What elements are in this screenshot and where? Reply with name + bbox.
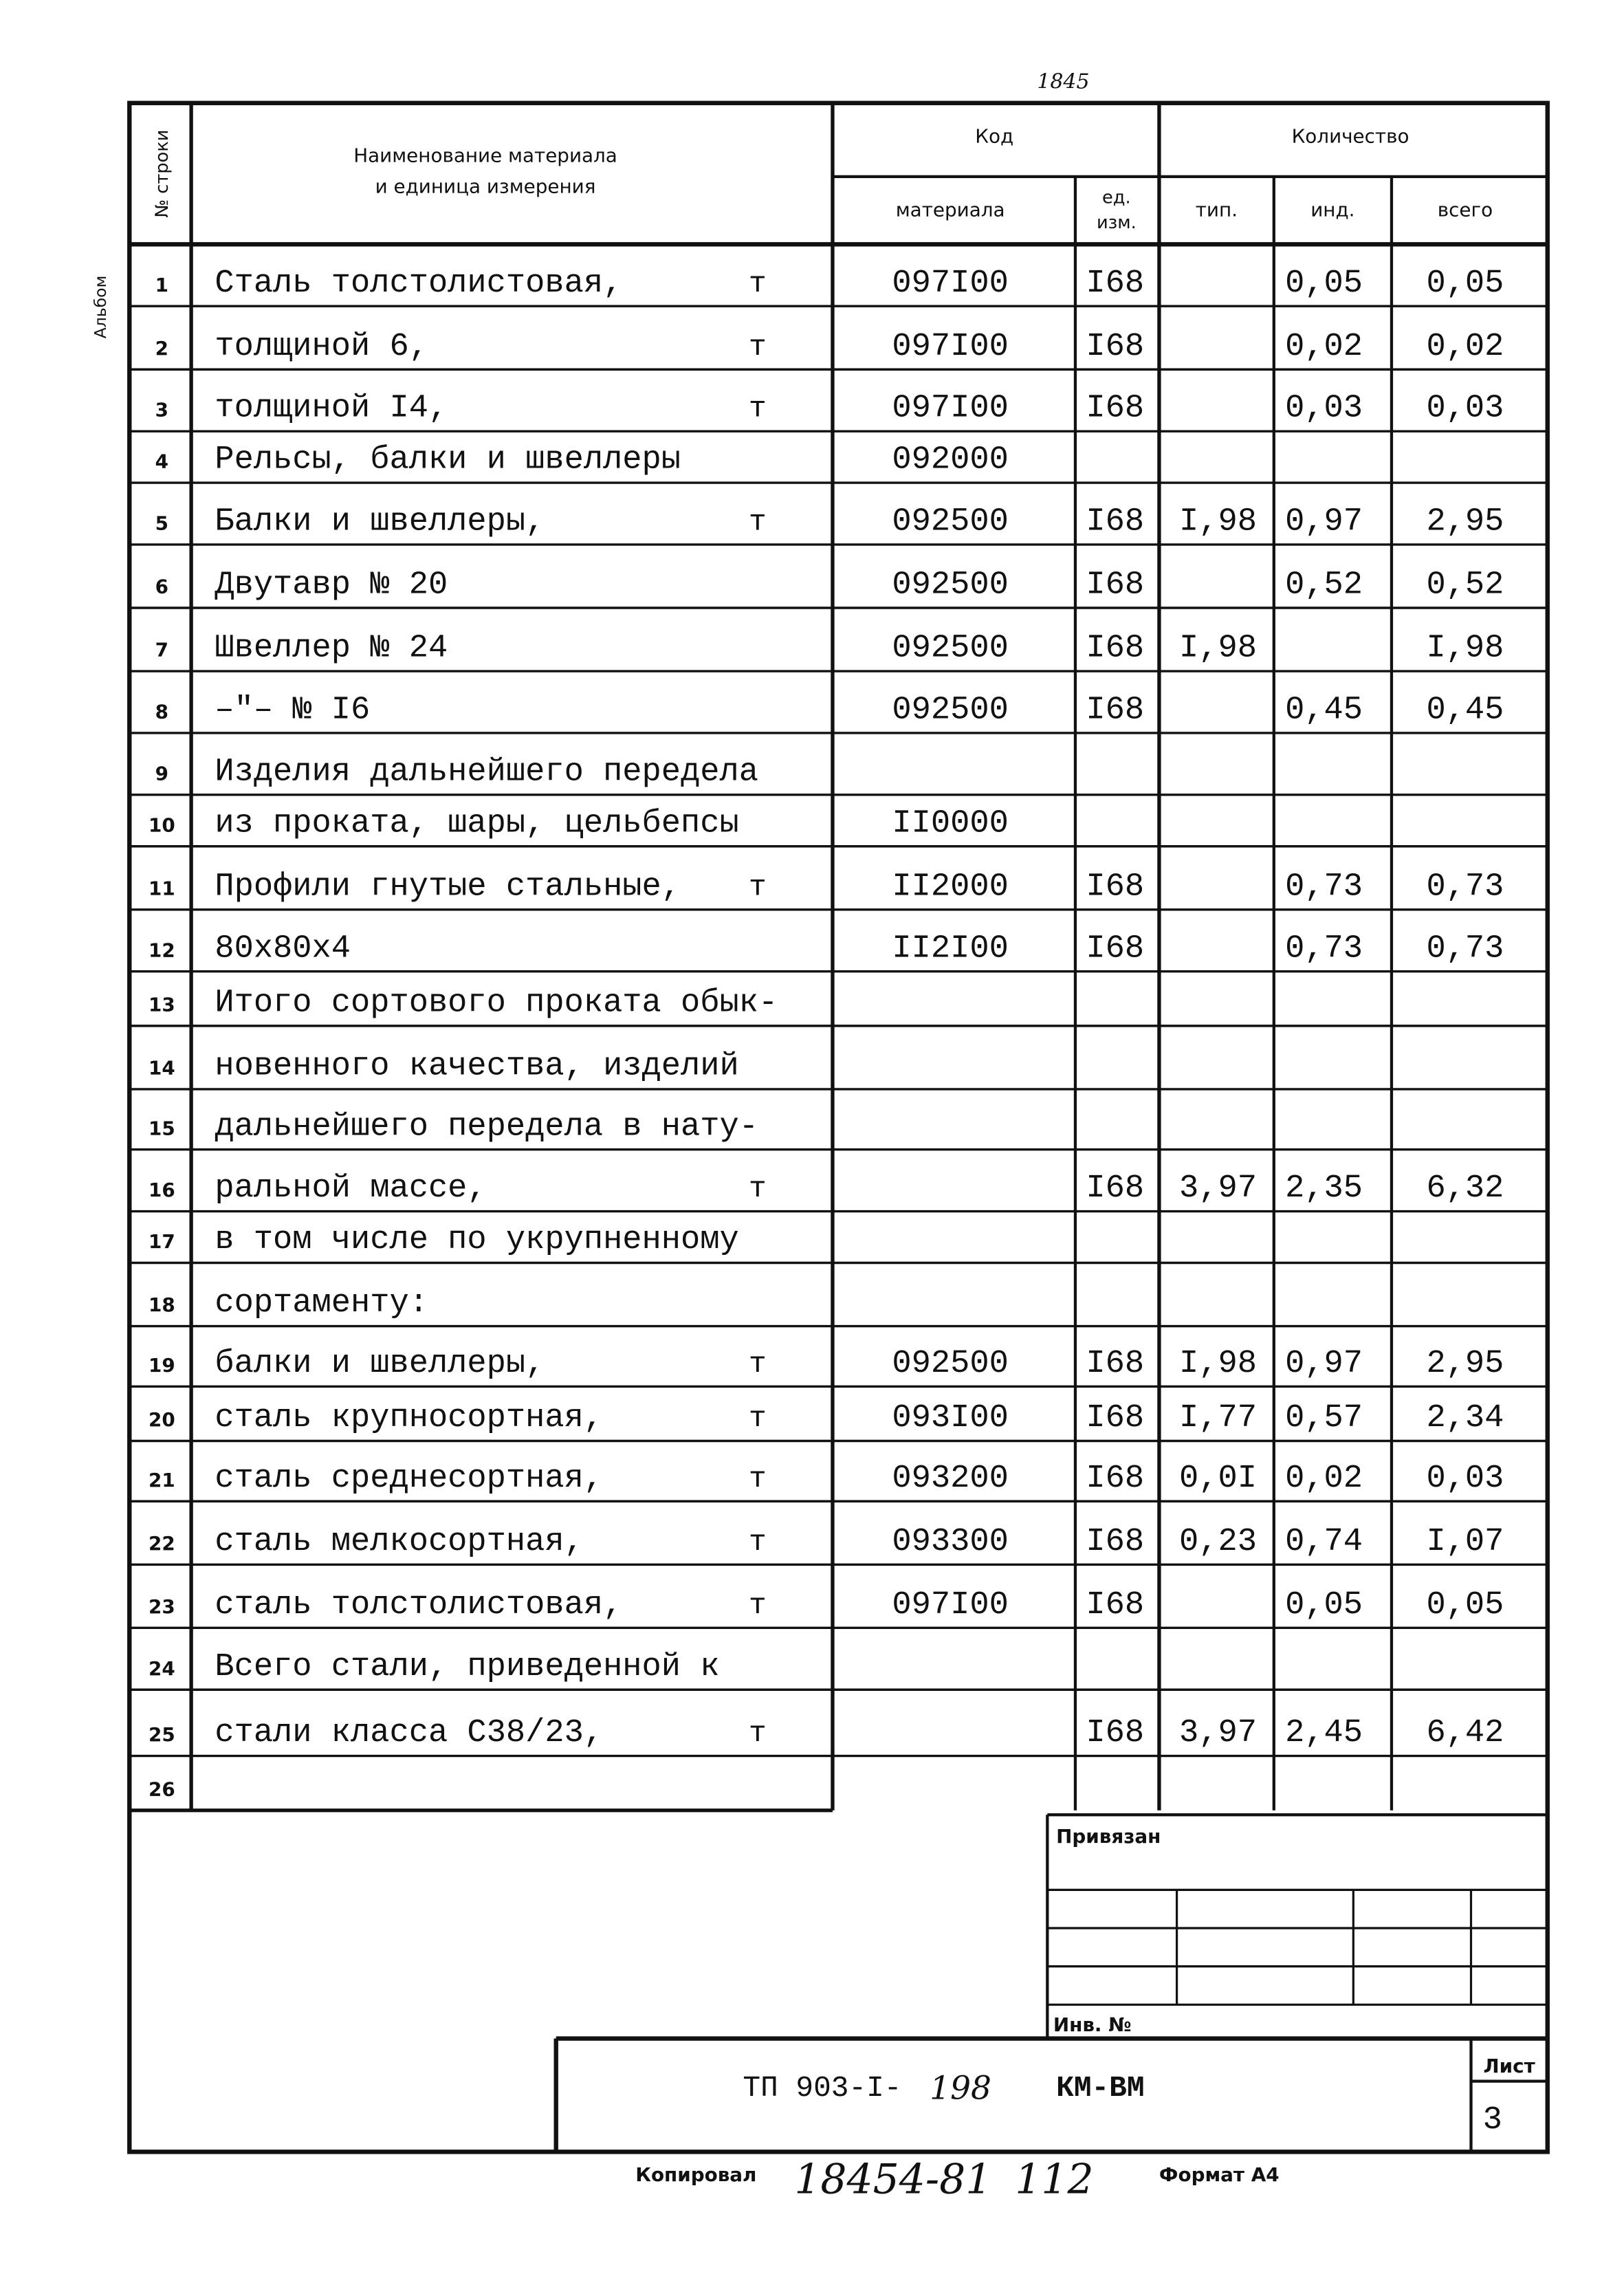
cell-unit: I68 <box>1086 930 1145 967</box>
cell-code: 092500 <box>892 630 1009 667</box>
cell-unit-suffix: т <box>748 870 767 904</box>
row-number: 23 <box>149 1595 175 1618</box>
table-row <box>129 1150 1547 1207</box>
cell-name: из проката, шары, цельбепсы <box>215 805 739 842</box>
cell-name: балки и швеллеры, <box>215 1345 545 1382</box>
table-row <box>129 1263 1547 1322</box>
cell-code: II2000 <box>892 868 1009 906</box>
header-quantity: Количество <box>1291 124 1409 148</box>
row-number: 20 <box>149 1408 175 1432</box>
doc-code-prefix: ТП 903-I- <box>743 2070 902 2106</box>
sheet-number: 3 <box>1482 2102 1502 2139</box>
cell-name: Рельсы, балки и швеллеры <box>215 441 681 479</box>
row-number: 2 <box>155 336 169 360</box>
cell-name: Двутавр № 20 <box>215 567 448 604</box>
header-row-number: № строки <box>151 129 173 218</box>
cell-name: Всего стали, приведенной к <box>215 1648 720 1685</box>
cell-total: I,07 <box>1426 1523 1504 1560</box>
cell-total: 6,32 <box>1426 1170 1504 1207</box>
table-row <box>129 431 1547 479</box>
cell-total: 0,45 <box>1426 692 1504 729</box>
row-number: 1 <box>155 273 169 296</box>
cell-typ: 0,0I <box>1179 1460 1257 1497</box>
row-number: 19 <box>149 1353 175 1377</box>
cell-unit-suffix: т <box>748 1461 767 1496</box>
row-number: 3 <box>155 398 169 422</box>
row-number: 15 <box>149 1117 175 1140</box>
doc-code-suffix: КМ-ВМ <box>1056 2070 1145 2106</box>
side-label: Альбом <box>91 275 111 339</box>
cell-code: 092500 <box>892 567 1009 604</box>
cell-unit-suffix: т <box>748 1524 767 1559</box>
cell-unit: I68 <box>1086 868 1145 906</box>
cell-name: –"– № I6 <box>215 692 371 729</box>
cell-typ: 3,97 <box>1179 1715 1257 1752</box>
sheet-label: Лист <box>1483 2054 1535 2077</box>
table-row <box>129 795 1547 842</box>
row-number: 18 <box>149 1293 175 1317</box>
row-number: 10 <box>149 813 175 837</box>
cell-total: 0,03 <box>1426 1460 1504 1497</box>
cell-name: в том числе по укрупненному <box>215 1222 739 1259</box>
cell-total: 0,73 <box>1426 930 1504 967</box>
header-code: Код <box>975 124 1014 148</box>
title-block <box>556 1815 1548 2152</box>
table-row <box>129 671 1547 728</box>
cell-name: толщиной I4, <box>215 390 448 427</box>
row-number: 9 <box>155 762 169 785</box>
cell-code: 093300 <box>892 1523 1009 1560</box>
cell-total: 0,73 <box>1426 868 1504 906</box>
cell-name: стали класса С38/23, <box>215 1715 604 1752</box>
cell-unit: I68 <box>1086 1400 1145 1437</box>
cell-total: 0,05 <box>1426 265 1504 302</box>
cell-typ: I,98 <box>1179 503 1257 540</box>
cell-ind: 0,05 <box>1285 1586 1363 1623</box>
cell-ind: 2,35 <box>1285 1170 1363 1207</box>
table-row <box>129 1564 1547 1623</box>
row-number: 24 <box>149 1657 175 1680</box>
cell-ind: 0,97 <box>1285 1345 1363 1382</box>
doc-code-number: 198 <box>930 2069 991 2108</box>
header-total: всего <box>1437 198 1493 221</box>
cell-unit: I68 <box>1086 630 1145 667</box>
cell-name: Изделия дальнейшего передела <box>215 754 758 791</box>
cell-ind: 0,02 <box>1285 328 1363 365</box>
cell-name: толщиной 6, <box>215 328 428 365</box>
cell-unit: I68 <box>1086 1586 1145 1623</box>
cell-ind: 0,03 <box>1285 390 1363 427</box>
cell-unit: I68 <box>1086 390 1145 427</box>
table-row <box>129 1441 1547 1497</box>
cell-name: Швеллер № 24 <box>215 630 448 667</box>
header-material: материала <box>895 198 1005 221</box>
header-unit-line2: изм. <box>1096 212 1137 233</box>
cell-unit-suffix: т <box>748 1172 767 1206</box>
cell-typ: I,77 <box>1179 1400 1257 1437</box>
cell-code: 092500 <box>892 1345 1009 1382</box>
cell-name: сортаменту: <box>215 1285 428 1322</box>
cell-name: Сталь толстолистовая, <box>215 265 623 302</box>
cell-name: Балки и швеллеры, <box>215 503 545 540</box>
table-row <box>129 1690 1547 1751</box>
table-row <box>129 483 1547 540</box>
cell-ind: 0,57 <box>1285 1400 1363 1437</box>
footer <box>635 2155 1279 2203</box>
cell-unit: I68 <box>1086 567 1145 604</box>
cell-name: дальнейшего передела в нату- <box>215 1108 758 1146</box>
table-row <box>129 1089 1547 1145</box>
cell-unit-suffix: т <box>748 505 767 539</box>
cell-name: сталь среднесортная, <box>215 1460 604 1497</box>
cell-typ: 0,23 <box>1179 1523 1257 1560</box>
row-number: 25 <box>149 1723 175 1747</box>
cell-total: 6,42 <box>1426 1715 1504 1752</box>
cell-total: 0,03 <box>1426 390 1504 427</box>
table-row <box>129 1756 1547 1801</box>
row-number: 7 <box>155 638 169 662</box>
row-number: 16 <box>149 1179 175 1202</box>
table-row <box>129 1026 1547 1085</box>
cell-unit-suffix: т <box>748 329 767 364</box>
cell-name: сталь мелкосортная, <box>215 1523 584 1560</box>
row-number: 5 <box>155 512 169 535</box>
table-row <box>129 972 1547 1022</box>
cell-total: I,98 <box>1426 630 1504 667</box>
privyazan-label: Привязан <box>1056 1824 1161 1848</box>
cell-ind: 0,02 <box>1285 1460 1363 1497</box>
table-row <box>129 608 1547 667</box>
row-number: 4 <box>155 450 169 473</box>
cell-code: 092500 <box>892 692 1009 729</box>
cell-code: 092000 <box>892 441 1009 479</box>
format-label: Формат А4 <box>1159 2163 1280 2187</box>
cell-unit: I68 <box>1086 1460 1145 1497</box>
cell-unit: I68 <box>1086 503 1145 540</box>
cell-typ: I,98 <box>1179 1345 1257 1382</box>
cell-code: II0000 <box>892 805 1009 842</box>
copied-number: 112 <box>1015 2155 1094 2204</box>
table-row <box>129 306 1547 365</box>
table-row <box>129 369 1547 426</box>
cell-name: ральной массе, <box>215 1170 487 1207</box>
cell-name: новенного качества, изделий <box>215 1048 739 1085</box>
header-name-line2: и единица измерения <box>375 175 596 198</box>
row-number: 14 <box>149 1056 175 1080</box>
table-row <box>155 265 1504 302</box>
row-number: 8 <box>155 700 169 723</box>
cell-unit: I68 <box>1086 1523 1145 1560</box>
cell-name: Профили гнутые стальные, <box>215 868 681 906</box>
cell-ind: 0,45 <box>1285 692 1363 729</box>
table-row <box>129 846 1547 906</box>
inventory-number-label: Инв. № <box>1053 2013 1132 2036</box>
cell-total: 0,05 <box>1426 1586 1504 1623</box>
row-number: 12 <box>149 939 175 962</box>
cell-code: 097I00 <box>892 328 1009 365</box>
cell-unit: I68 <box>1086 328 1145 365</box>
cell-code: 097I00 <box>892 1586 1009 1623</box>
row-number: 22 <box>149 1531 175 1555</box>
cell-total: 0,52 <box>1426 567 1504 604</box>
cell-total: 2,95 <box>1426 1345 1504 1382</box>
cell-name: сталь толстолистовая, <box>215 1586 623 1623</box>
row-number: 21 <box>149 1468 175 1491</box>
top-note: 1845 <box>1037 69 1090 94</box>
table-body <box>129 265 1547 1801</box>
cell-code: 093I00 <box>892 1400 1009 1437</box>
cell-unit-suffix: т <box>748 1401 767 1436</box>
table-row <box>129 1212 1547 1259</box>
cell-name: Итого сортового проката обык- <box>215 985 778 1022</box>
table-row <box>129 733 1547 790</box>
cell-code: 092500 <box>892 503 1009 540</box>
cell-unit-suffix: т <box>748 266 767 300</box>
copied-value: 18454-81 <box>794 2155 992 2204</box>
cell-name: сталь крупносортная, <box>215 1400 604 1437</box>
cell-ind: 0,52 <box>1285 567 1363 604</box>
row-number: 26 <box>149 1778 175 1801</box>
cell-code: 093200 <box>892 1460 1009 1497</box>
header-ind: инд. <box>1310 198 1355 221</box>
cell-unit: I68 <box>1086 265 1145 302</box>
cell-ind: 0,05 <box>1285 265 1363 302</box>
table-row <box>129 545 1547 604</box>
cell-ind: 2,45 <box>1285 1715 1363 1752</box>
cell-ind: 0,73 <box>1285 868 1363 906</box>
header-typ: тип. <box>1195 198 1238 221</box>
table-row <box>129 1501 1547 1560</box>
cell-total: 2,95 <box>1426 503 1504 540</box>
cell-typ: I,98 <box>1179 630 1257 667</box>
row-number: 6 <box>155 575 169 598</box>
cell-ind: 0,74 <box>1285 1523 1363 1560</box>
cell-code: 097I00 <box>892 390 1009 427</box>
cell-total: 0,02 <box>1426 328 1504 365</box>
cell-unit: I68 <box>1086 1345 1145 1382</box>
row-number: 13 <box>149 993 175 1016</box>
cell-code: 097I00 <box>892 265 1009 302</box>
cell-ind: 0,97 <box>1285 503 1363 540</box>
cell-unit-suffix: т <box>748 1588 767 1622</box>
table-row <box>129 1628 1547 1685</box>
cell-unit: I68 <box>1086 1715 1145 1752</box>
cell-typ: 3,97 <box>1179 1170 1257 1207</box>
cell-ind: 0,73 <box>1285 930 1363 967</box>
table-row <box>129 1386 1547 1436</box>
cell-unit: I68 <box>1086 692 1145 729</box>
cell-unit-suffix: т <box>748 1716 767 1751</box>
cell-unit-suffix: т <box>748 1346 767 1381</box>
cell-total: 2,34 <box>1426 1400 1504 1437</box>
header-unit-line1: ед. <box>1102 187 1131 208</box>
copied-label: Копировал <box>635 2163 757 2187</box>
row-number: 11 <box>149 877 175 900</box>
table-row <box>129 910 1547 967</box>
cell-name: 80х80х4 <box>215 930 351 967</box>
cell-unit-suffix: т <box>748 391 767 426</box>
cell-unit: I68 <box>1086 1170 1145 1207</box>
header-name-line1: Наименование материала <box>353 144 617 167</box>
cell-code: II2I00 <box>892 930 1009 967</box>
table-row <box>129 1326 1547 1382</box>
row-number: 17 <box>149 1230 175 1254</box>
